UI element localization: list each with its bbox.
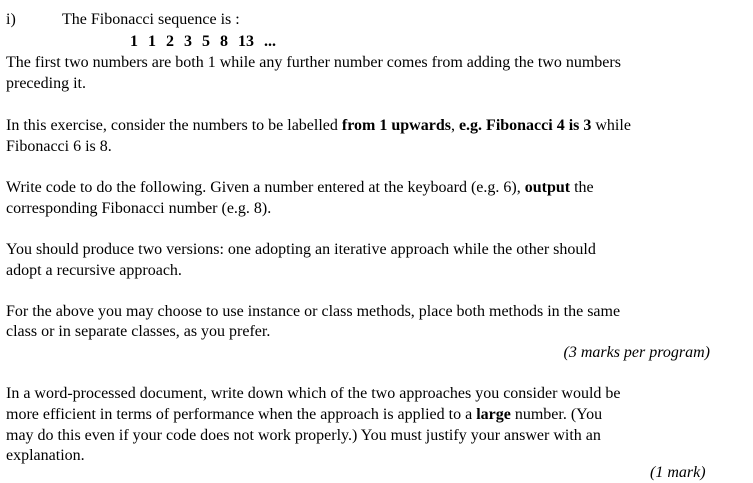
para6-text-c: number. (You [510, 406, 603, 423]
para6-line3: may do this even if your code does not work properly.) You must justify your answer with an [6, 427, 601, 444]
para4-line2: adopt a recursive approach. [6, 262, 182, 279]
para2-line2: Fibonacci 6 is 8. [6, 138, 112, 155]
para6-line1: In a word-processed document, write down which of the two approaches you consider would be [6, 385, 621, 402]
para3-text-a: Write code to do the following. Given a number entered at the keyboard (e.g. 6), [6, 179, 525, 196]
para3-text-c: the [570, 179, 594, 196]
para3-line1 [6, 178, 594, 198]
question-number: i) [6, 11, 16, 28]
para2-line1 [6, 116, 631, 136]
para2-bold-from-1-upwards: from 1 upwards [341, 117, 451, 134]
para3-line2: corresponding Fibonacci number (e.g. 8). [6, 200, 272, 217]
fibonacci-sequence: 1 1 2 3 5 8 13 ... [130, 33, 276, 50]
cut-off-marks: (1 mark) [650, 464, 706, 481]
para2-bold-example: e.g. Fibonacci 4 is 3 [458, 117, 592, 134]
sequence-intro: The Fibonacci sequence is : [62, 11, 240, 28]
para1-line1: The first two numbers are both 1 while any further number comes from adding the two numbers [6, 54, 621, 71]
para6-bold-large: large [476, 406, 511, 423]
para6-line4: explanation. [6, 447, 85, 464]
para6-line2 [6, 405, 602, 425]
para2-text-c: , [450, 117, 459, 134]
marks-per-program: (3 marks per program) [563, 344, 710, 361]
para2-text-e: while [591, 117, 631, 134]
para6-text-a: more efficient in terms of performance when the approach is applied to a [6, 406, 477, 423]
para3-bold-output: output [524, 179, 571, 196]
para1-line2: preceding it. [6, 75, 86, 92]
para4-line1: You should produce two versions: one adopting an iterative approach while the other should [6, 241, 596, 258]
para2-text-a: In this exercise, consider the numbers to be labelled [6, 117, 342, 134]
para5-line2: class or in separate classes, as you prefer. [6, 323, 271, 340]
para5-line1: For the above you may choose to use instance or class methods, place both methods in the same [6, 303, 621, 320]
